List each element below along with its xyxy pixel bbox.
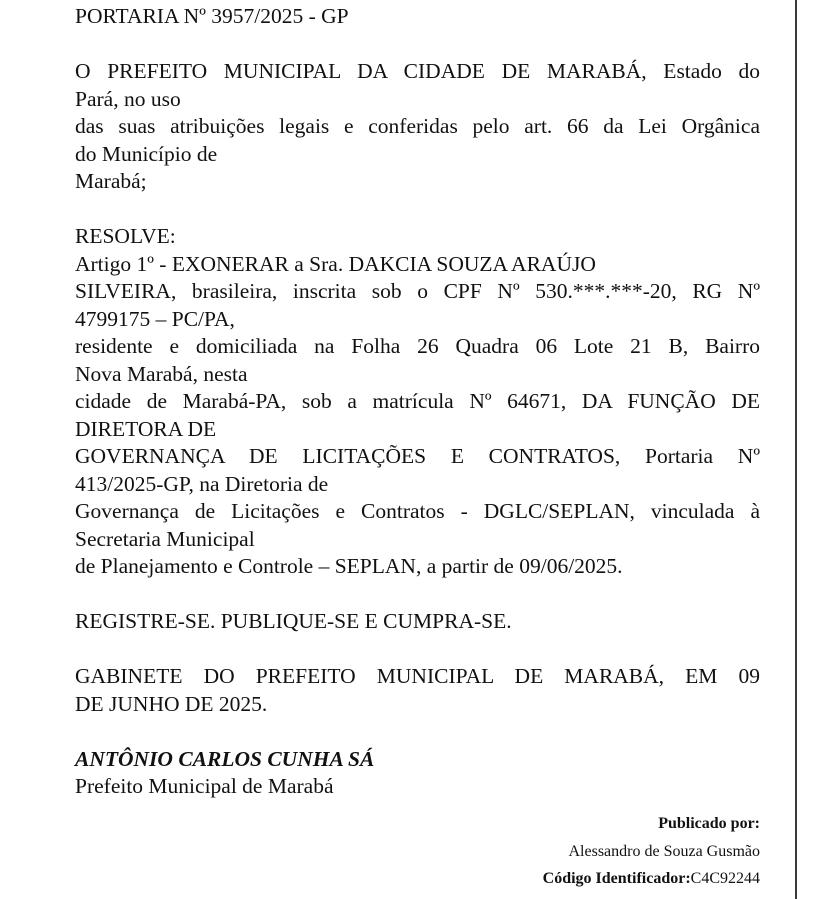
signatory-name: ANTÔNIO CARLOS CUNHA SÁ [75,746,375,771]
article-line: Nova Marabá, nesta [75,361,248,386]
article-line: Governança de Licitações e Contratos - DGLC/SEPLAN, vinculada à [75,499,760,523]
preamble-line: do Município de [75,141,218,166]
identifier-label: Código Identificador: [542,870,691,887]
article-line: SILVEIRA, brasileira, inscrita sob o CPF Nº 530.***.***-20, RG Nº [75,279,760,303]
publisher-name: Alessandro de Souza Gusmão [568,842,760,860]
resolve-heading: RESOLVE: [75,224,176,248]
article-line: 4799175 – PC/PA, [75,306,235,331]
article-line: GOVERNANÇA DE LICITAÇÕES E CONTRATOS, Portaria Nº [75,444,760,468]
signatory-role: Prefeito Municipal de Marabá [75,774,334,798]
document-title: PORTARIA Nº 3957/2025 - GP [75,4,349,28]
article-line: 413/2025-GP, na Diretoria de [75,471,329,496]
page-edge-rule [795,0,797,899]
cabinet-line: GABINETE DO PREFEITO MUNICIPAL DE MARABÁ, EM 09 [75,664,760,688]
preamble-line: Marabá; [75,169,147,193]
publication-block [360,815,760,898]
preamble-line: O PREFEITO MUNICIPAL DA CIDADE DE MARABÁ, Estado do [75,59,760,83]
identifier-value: C4C92244 [690,870,760,887]
article-line: cidade de Marabá-PA, sob a matrícula Nº 64671, DA FUNÇÃO DE [75,389,760,413]
article-line: Artigo 1º - EXONERAR a Sra. DAKCIA SOUZA ARAÚJO [75,251,596,276]
preamble-line: das suas atribuições legais e conferidas pelo art. 66 da Lei Orgânica [75,114,760,138]
article-line: de Planejamento e Controle – SEPLAN, a partir de 09/06/2025. [75,554,623,578]
article-line: DIRETORA DE [75,416,217,441]
publication-label: Publicado por: [658,815,760,832]
article-line: Secretaria Municipal [75,526,255,551]
portaria-document [75,0,760,801]
preamble-line: Pará, no uso [75,86,181,111]
identifier-code [360,870,760,898]
register-clause: REGISTRE-SE. PUBLIQUE-SE E CUMPRA-SE. [75,609,512,633]
article-line: residente e domiciliada na Folha 26 Quadra 06 Lote 21 B, Bairro [75,334,760,358]
cabinet-line: DE JUNHO DE 2025. [75,691,268,716]
